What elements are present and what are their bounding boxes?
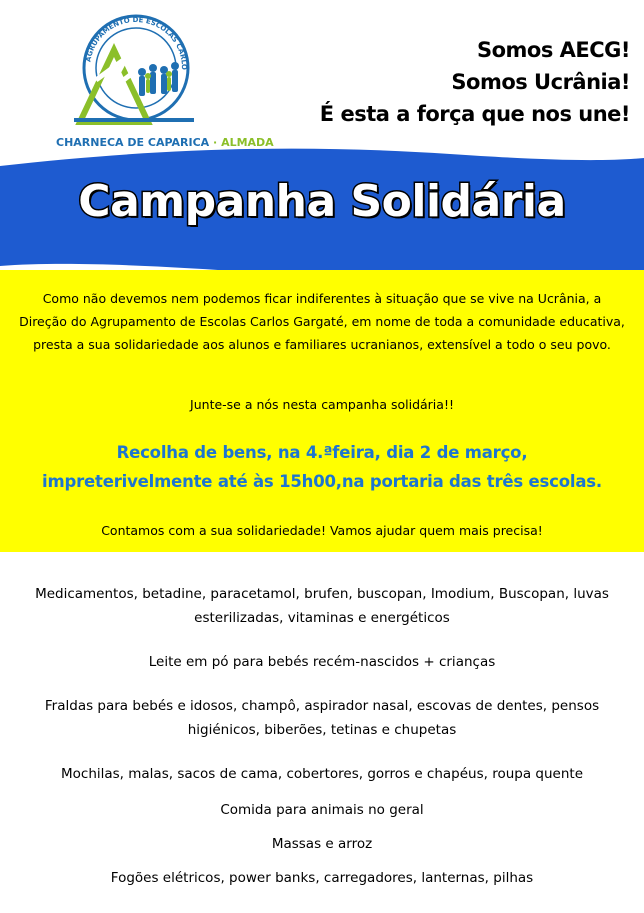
school-logo	[56, 10, 274, 155]
list-item: Medicamentos, betadine, paracetamol, brufen, buscopan, Imodium, Buscopan, luvas esterilizadas, vitaminas e energéticos	[35, 586, 609, 626]
collection-line: Recolha de bens, na 4.ªfeira, dia 2 de março,	[116, 443, 528, 462]
logo-arc-text: AGRUPAMENTO DE ESCOLAS CARLO	[84, 15, 189, 71]
slogan-line: Somos AECG!	[477, 38, 630, 62]
list-item: Mochilas, malas, sacos de cama, cobertores, gorros e chapéus, roupa quente	[60, 766, 584, 782]
logo-location-city: ALMADA	[221, 136, 274, 149]
logo-location-sep: ·	[213, 136, 218, 149]
slogan-line: É esta a força que nos une!	[319, 102, 630, 126]
list-item: Massas e arroz	[271, 836, 373, 852]
intro-paragraph: Como não devemos nem podemos ficar indiferentes à situação que se vive na Ucrânia, a Direção do Agrupamento de Escolas Carlos Gargaté, em nome de toda a comunidade educativa, presta a sua solidariedade aos alunos e familiares ucranianos, extensível a todo o seu povo.	[19, 291, 625, 352]
list-item: Fogões elétricos, power banks, carregadores, lanternas, pilhas	[110, 870, 534, 886]
join-text: Junte-se a nós nesta campanha solidária!!	[190, 397, 454, 412]
collection-line: impreterivelmente até às 15h00,na portaria das três escolas.	[42, 472, 602, 491]
count-on-text: Contamos com a sua solidariedade! Vamos ajudar quem mais precisa!	[101, 523, 543, 538]
slogan-line: Somos Ucrânia!	[451, 70, 630, 94]
logo-location-main: CHARNECA DE CAPARICA	[56, 136, 210, 149]
campaign-title: Campanha Solidária	[78, 176, 566, 227]
list-item: Fraldas para bebés e idosos, champô, aspirador nasal, escovas de dentes, pensos higiénicos, biberões, tetinas e chupetas	[44, 698, 600, 738]
logo-emblem-icon	[56, 10, 216, 135]
collection-notice	[10, 438, 634, 496]
slogans	[320, 34, 630, 130]
list-item: Comida para animais no geral	[220, 802, 424, 818]
list-item: Leite em pó para bebés recém-nascidos + crianças	[148, 654, 496, 670]
